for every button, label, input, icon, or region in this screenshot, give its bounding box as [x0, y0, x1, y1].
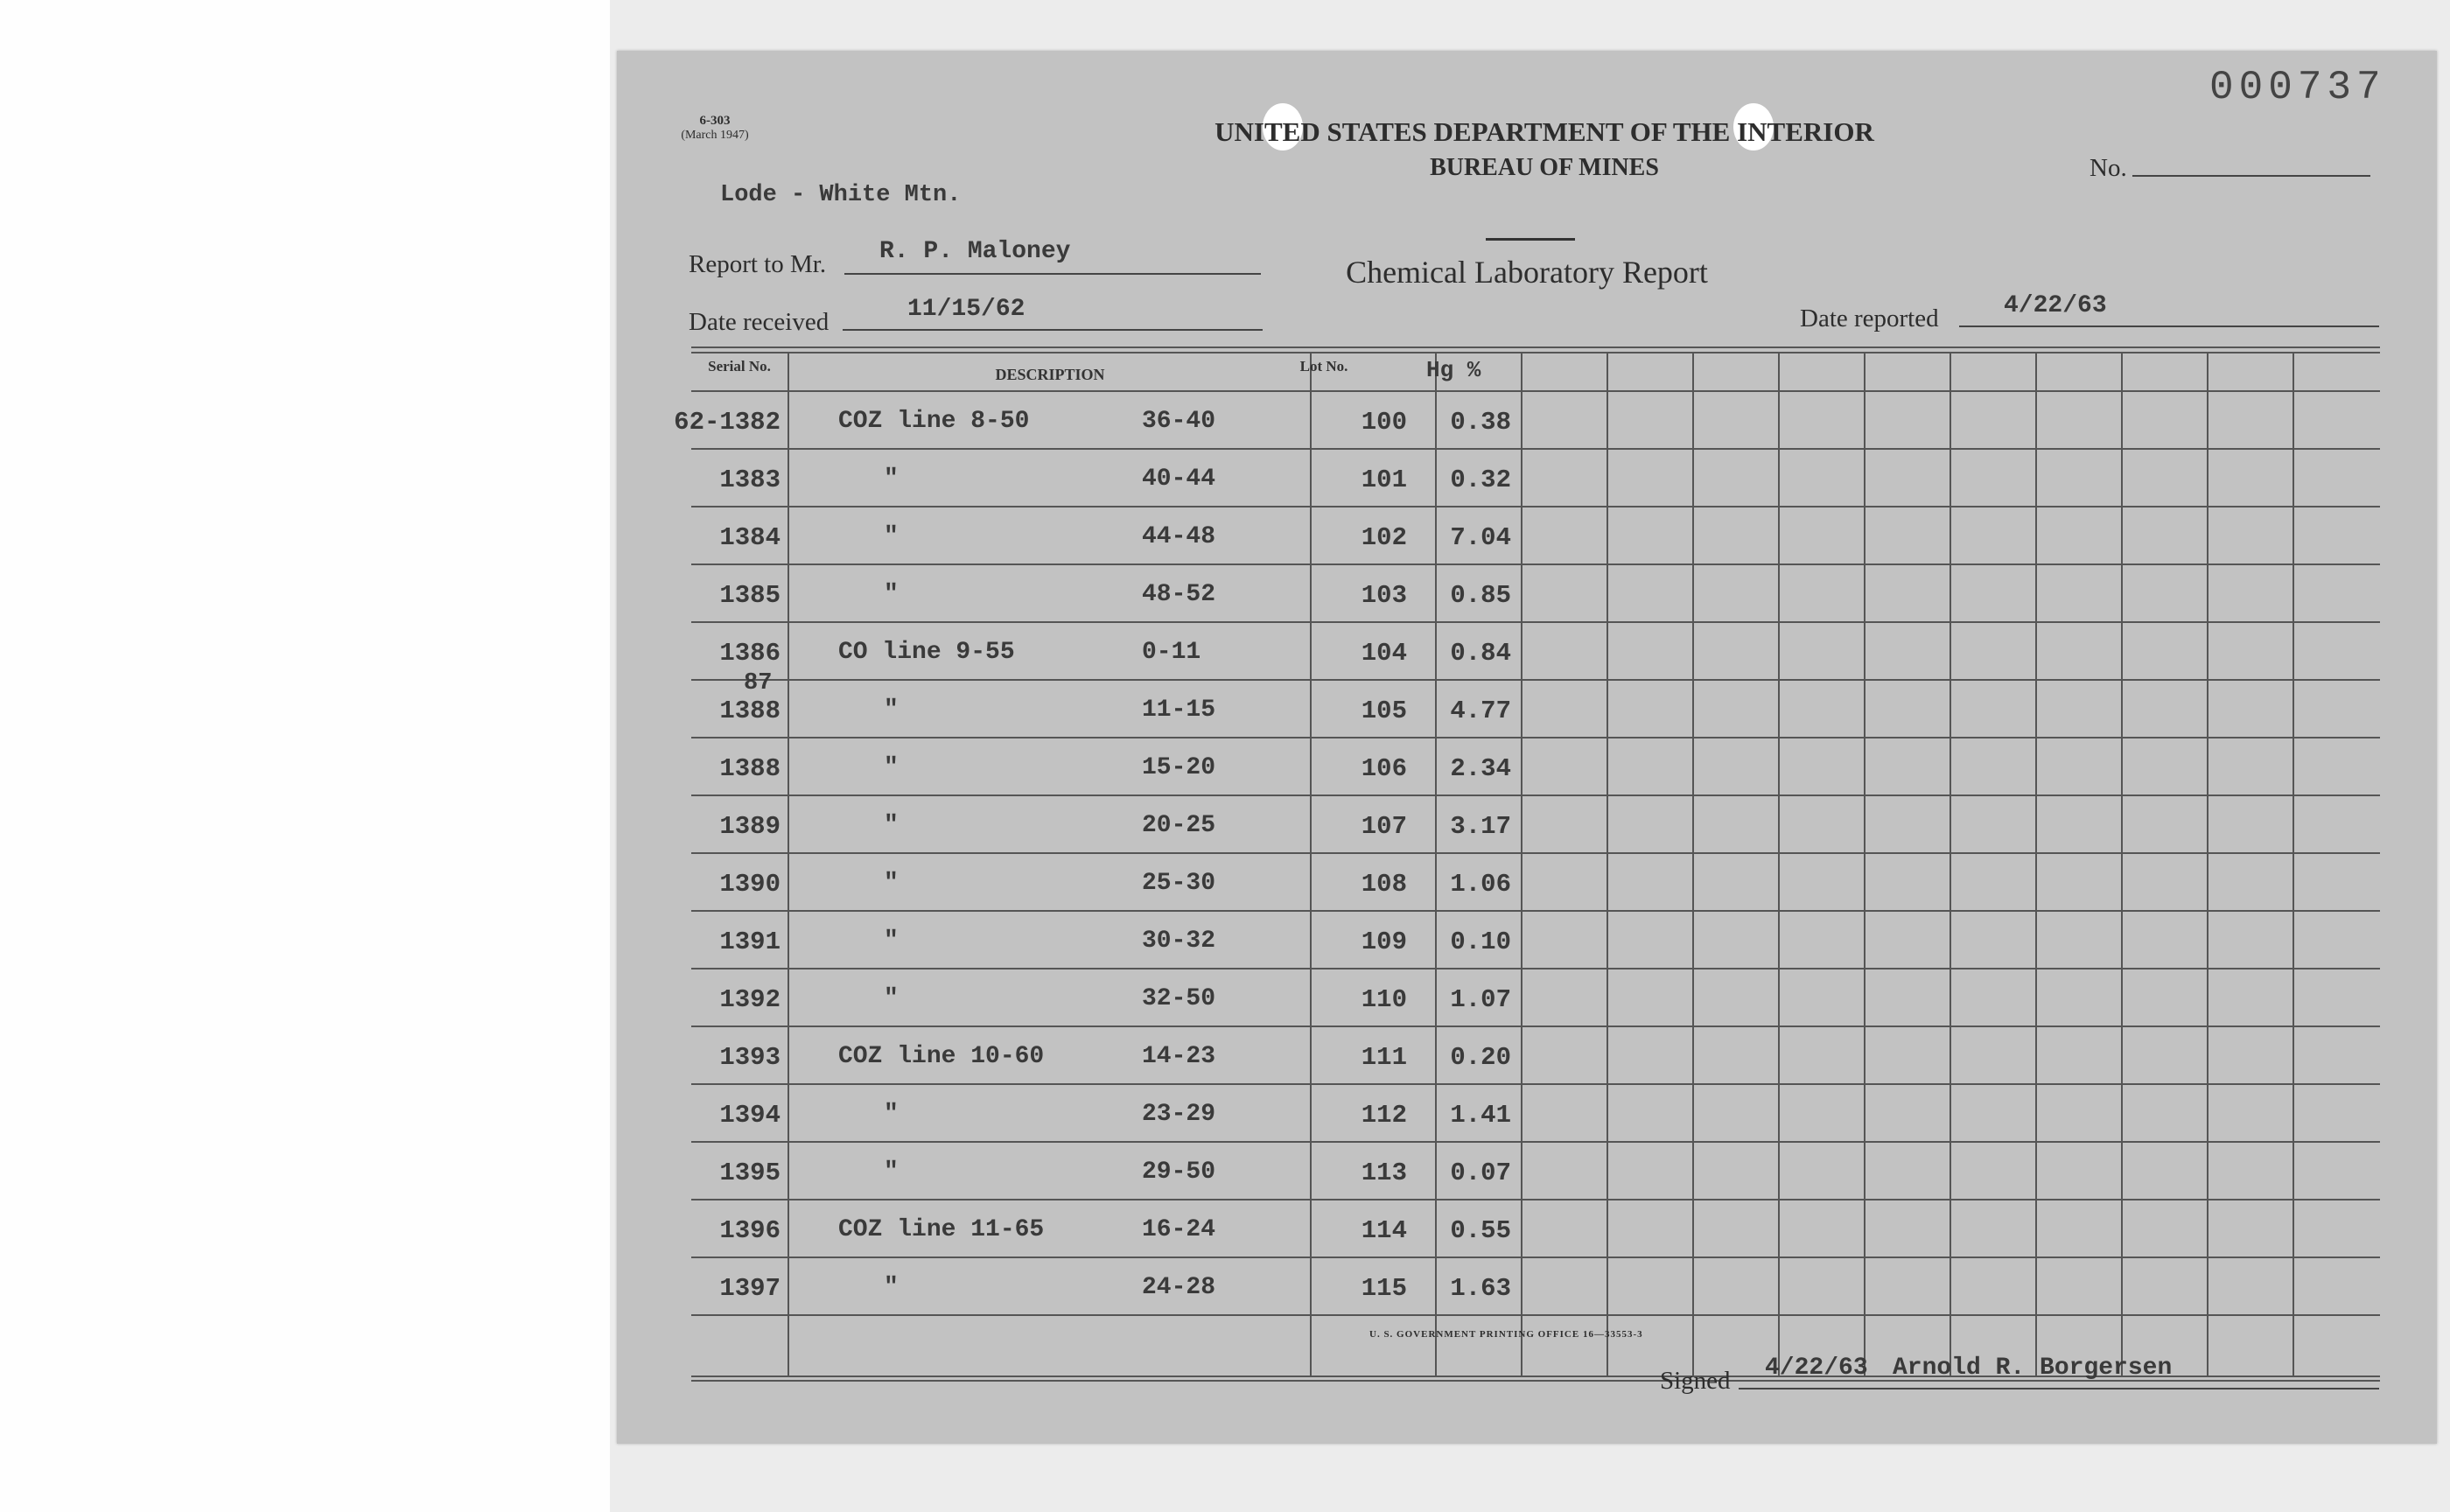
- description-line: COZ line 10-60: [838, 1043, 1045, 1070]
- lot-cell: 112: [1361, 1101, 1407, 1130]
- interval-cell: 0-11: [1142, 639, 1201, 666]
- serial-cell: 1388: [719, 754, 780, 783]
- column-divider: [2121, 354, 2123, 1377]
- column-divider: [2292, 354, 2294, 1377]
- printer-imprint: U. S. GOVERNMENT PRINTING OFFICE 16—33553-3: [1369, 1329, 1643, 1340]
- serial-cell: 1395: [719, 1158, 780, 1187]
- ditto-mark: ": [884, 928, 899, 955]
- interval-cell: 25-30: [1142, 870, 1216, 897]
- serial-cell: 1386: [719, 639, 780, 668]
- ditto-mark: ": [884, 523, 899, 550]
- row-divider: [691, 1314, 2380, 1316]
- hg-value-cell: 0.55: [1450, 1216, 1511, 1245]
- row-divider: [691, 1026, 2380, 1027]
- lot-cell: 109: [1361, 928, 1407, 956]
- signer-name: Arnold R. Borgersen: [1893, 1354, 2173, 1382]
- row-divider: [691, 968, 2380, 970]
- ditto-mark: ": [884, 985, 899, 1012]
- interval-cell: 20-25: [1142, 812, 1216, 839]
- serial-cell: 1389: [719, 812, 780, 841]
- description-line: CO line 9-55: [838, 639, 1015, 666]
- serial-cell: 1393: [719, 1043, 780, 1072]
- row-divider: [691, 1141, 2380, 1143]
- document-number: 000737: [2209, 65, 2386, 110]
- hg-value-cell: 0.84: [1450, 639, 1511, 668]
- hg-value-cell: 3.17: [1450, 812, 1511, 841]
- lot-cell: 105: [1361, 696, 1407, 725]
- report-title: Chemical Laboratory Report: [1346, 255, 1708, 290]
- serial-cell: 1385: [719, 581, 780, 610]
- report-to-line: [844, 273, 1261, 275]
- interval-cell: 29-50: [1142, 1158, 1216, 1186]
- ditto-mark: ": [884, 1101, 899, 1128]
- form-date: (March 1947): [681, 129, 749, 142]
- interval-cell: 23-29: [1142, 1101, 1216, 1128]
- lot-cell: 102: [1361, 523, 1407, 552]
- column-divider: [1606, 354, 1608, 1377]
- header-assay: Hg %: [1426, 357, 1481, 383]
- serial-cell: 1392: [719, 985, 780, 1014]
- hg-value-cell: 1.07: [1450, 985, 1511, 1014]
- interval-cell: 24-28: [1142, 1274, 1216, 1301]
- header-description: DESCRIPTION: [995, 366, 1105, 383]
- hg-value-cell: 0.85: [1450, 581, 1511, 610]
- description-line: COZ line 11-65: [838, 1216, 1045, 1243]
- column-divider: [788, 354, 789, 1377]
- serial-cell: 62-1382: [674, 408, 780, 437]
- signature-line: [1739, 1388, 2379, 1390]
- hg-value-cell: 1.63: [1450, 1274, 1511, 1303]
- lode-name: Lode - White Mtn.: [720, 182, 962, 208]
- row-divider: [691, 910, 2380, 912]
- serial-cell: 1383: [719, 466, 780, 494]
- serial-cell: 1397: [719, 1274, 780, 1303]
- column-divider: [1864, 354, 1866, 1377]
- ditto-mark: ": [884, 812, 899, 839]
- row-divider: [691, 506, 2380, 508]
- no-label: No.: [2090, 154, 2127, 182]
- row-divider: [691, 737, 2380, 738]
- serial-cell: 1391: [719, 928, 780, 956]
- column-divider: [2035, 354, 2037, 1377]
- interval-cell: 40-44: [1142, 466, 1216, 493]
- row-divider: [691, 794, 2380, 796]
- row-divider: [691, 621, 2380, 623]
- ditto-mark: ": [884, 696, 899, 724]
- ditto-mark: ": [884, 1274, 899, 1301]
- hg-value-cell: 0.07: [1450, 1158, 1511, 1187]
- signed-label: Signed: [1660, 1367, 1731, 1395]
- lot-cell: 106: [1361, 754, 1407, 783]
- hg-value-cell: 2.34: [1450, 754, 1511, 783]
- ditto-mark: ": [884, 870, 899, 897]
- signed-date: 4/22/63: [1765, 1354, 1868, 1382]
- table-top-rule: [691, 346, 2380, 348]
- report-sheet: [617, 51, 2437, 1444]
- lot-cell: 113: [1361, 1158, 1407, 1187]
- hg-value-cell: 0.32: [1450, 466, 1511, 494]
- date-reported-value: 4/22/63: [2004, 292, 2107, 319]
- interval-cell: 11-15: [1142, 696, 1216, 724]
- lot-cell: 115: [1361, 1274, 1407, 1303]
- date-received-value: 11/15/62: [907, 296, 1026, 323]
- report-to-value: R. P. Maloney: [879, 238, 1071, 265]
- row-divider: [691, 1199, 2380, 1200]
- hg-value-cell: 0.10: [1450, 928, 1511, 956]
- hg-value-cell: 4.77: [1450, 696, 1511, 725]
- interval-cell: 48-52: [1142, 581, 1216, 608]
- ditto-mark: ": [884, 466, 899, 493]
- header-lot: Lot No.: [1299, 358, 1348, 374]
- date-reported-label: Date reported: [1800, 304, 1939, 332]
- date-received-label: Date received: [689, 308, 830, 336]
- serial-cell: 1396: [719, 1216, 780, 1245]
- department-title: UNITED STATES DEPARTMENT OF THE INTERIOR: [1214, 116, 1874, 147]
- row-divider: [691, 1083, 2380, 1085]
- interval-cell: 30-32: [1142, 928, 1216, 955]
- interval-cell: 44-48: [1142, 523, 1216, 550]
- serial-cell: 1388: [719, 696, 780, 725]
- date-received-line: [843, 329, 1263, 331]
- column-divider: [1950, 354, 1951, 1377]
- lot-cell: 108: [1361, 870, 1407, 899]
- lot-cell: 101: [1361, 466, 1407, 494]
- lot-cell: 111: [1361, 1043, 1407, 1072]
- serial-cell: 1394: [719, 1101, 780, 1130]
- hg-value-cell: 1.06: [1450, 870, 1511, 899]
- interval-cell: 15-20: [1142, 754, 1216, 781]
- bureau-title: BUREAU OF MINES: [1430, 154, 1659, 181]
- row-divider: [691, 679, 2380, 681]
- page-margin: [0, 0, 610, 1512]
- lot-cell: 107: [1361, 812, 1407, 841]
- row-divider: [691, 852, 2380, 854]
- interval-cell: 16-24: [1142, 1216, 1216, 1243]
- column-divider: [1521, 354, 1522, 1377]
- header-serial: Serial No.: [708, 358, 771, 374]
- results-table: [674, 346, 2380, 1381]
- serial-cell: 1390: [719, 870, 780, 899]
- lot-cell: 100: [1361, 408, 1407, 437]
- ditto-mark: ": [884, 581, 899, 608]
- row-divider: [691, 448, 2380, 450]
- row-divider: [691, 1256, 2380, 1258]
- report-to-label: Report to Mr.: [689, 250, 827, 278]
- lot-cell: 103: [1361, 581, 1407, 610]
- ditto-mark: ": [884, 1158, 899, 1186]
- row-divider: [691, 564, 2380, 565]
- serial-correction: 87: [744, 670, 773, 696]
- column-divider: [1778, 354, 1780, 1377]
- column-divider: [1692, 354, 1694, 1377]
- interval-cell: 36-40: [1142, 408, 1216, 435]
- column-divider: [2207, 354, 2208, 1377]
- date-reported-line: [1959, 326, 2379, 327]
- no-field-line: [2132, 175, 2370, 177]
- title-rule: [1486, 238, 1575, 241]
- hg-value-cell: 0.20: [1450, 1043, 1511, 1072]
- description-line: COZ line 8-50: [838, 408, 1030, 435]
- serial-cell: 1384: [719, 523, 780, 552]
- hg-value-cell: 1.41: [1450, 1101, 1511, 1130]
- lot-cell: 114: [1361, 1216, 1407, 1245]
- lot-cell: 110: [1361, 985, 1407, 1014]
- column-divider: [1310, 354, 1312, 1377]
- interval-cell: 14-23: [1142, 1043, 1216, 1070]
- table-header-rule: [691, 390, 2380, 392]
- ditto-mark: ": [884, 754, 899, 781]
- interval-cell: 32-50: [1142, 985, 1216, 1012]
- hg-value-cell: 7.04: [1450, 523, 1511, 552]
- hg-value-cell: 0.38: [1450, 408, 1511, 437]
- lot-cell: 104: [1361, 639, 1407, 668]
- table-top-rule: [691, 352, 2380, 354]
- form-id: 6-303: [699, 114, 731, 128]
